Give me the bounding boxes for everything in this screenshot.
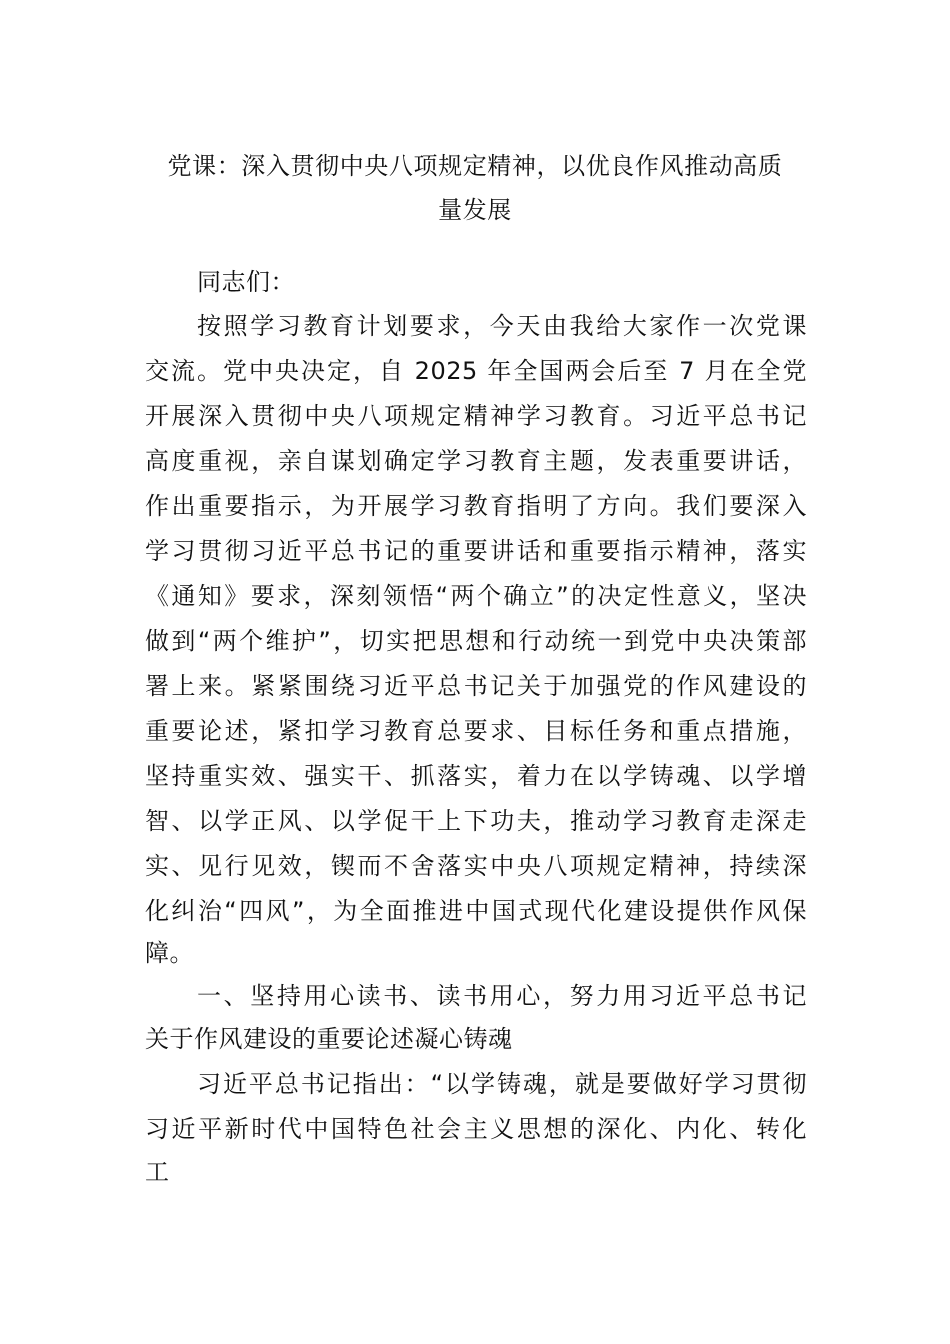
paragraph-2-line-1: 习近平总书记指出：“以学铸魂，就是要做好学习贯彻 — [197, 1070, 807, 1098]
paragraph-1-line-2: 交流。党中央决定，自 2025 年全国两会后至 7 月在全党 — [145, 357, 807, 385]
salutation: 同志们： — [197, 268, 295, 296]
paragraph-1-line-1: 按照学习教育计划要求，今天由我给大家作一次党课 — [197, 312, 807, 340]
document-title-line-2: 量发展 — [438, 196, 512, 224]
paragraph-1-line-6: 学习贯彻习近平总书记的重要讲话和重要指示精神，落实 — [145, 537, 807, 565]
paragraph-1-line-7: 《通知》要求，深刻领悟“两个确立”的决定性意义，坚决 — [145, 582, 807, 610]
section-heading-1-line-2: 关于作风建设的重要论述凝心铸魂 — [145, 1025, 513, 1053]
paragraph-1-line-13: 实、见行见效，锲而不舍落实中央八项规定精神，持续深 — [145, 852, 807, 880]
paragraph-1-line-10: 重要论述，紧扣学习教育总要求、目标任务和重点措施， — [145, 717, 807, 745]
paragraph-1-line-9: 署上来。紧紧围绕习近平总书记关于加强党的作风建设的 — [145, 672, 807, 700]
paragraph-1-line-15: 障。 — [145, 939, 194, 967]
paragraph-1-line-14: 化纠治“四风”，为全面推进中国式现代化建设提供作风保 — [145, 897, 807, 925]
paragraph-1-line-8: 做到“两个维护”，切实把思想和行动统一到党中央决策部 — [145, 627, 807, 655]
paragraph-1-line-4: 高度重视，亲自谋划确定学习教育主题，发表重要讲话， — [145, 447, 807, 475]
document-title-line-1: 党课：深入贯彻中央八项规定精神，以优良作风推动高质 — [167, 152, 783, 180]
paragraph-1-line-12: 智、以学正风、以学促干上下功夫，推动学习教育走深走 — [145, 807, 807, 835]
paragraph-1-line-11: 坚持重实效、强实干、抓落实，着力在以学铸魂、以学增 — [145, 762, 807, 790]
paragraph-1-line-3: 开展深入贯彻中央八项规定精神学习教育。习近平总书记 — [145, 402, 807, 430]
paragraph-2-line-3: 工 — [145, 1158, 170, 1186]
section-heading-1-line-1: 一、坚持用心读书、读书用心，努力用习近平总书记 — [197, 982, 807, 1010]
paragraph-1-line-5: 作出重要指示，为开展学习教育指明了方向。我们要深入 — [145, 492, 807, 520]
paragraph-2-line-2: 习近平新时代中国特色社会主义思想的深化、内化、转化 — [145, 1115, 807, 1143]
